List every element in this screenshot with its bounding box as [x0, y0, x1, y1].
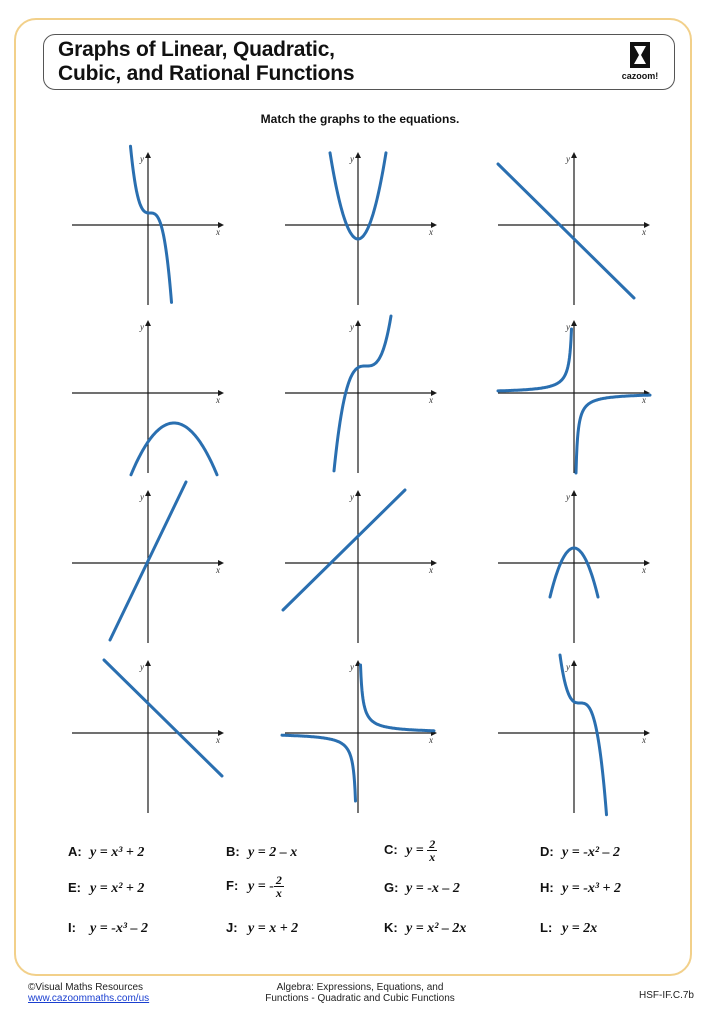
standard-code: HSF-IF.C.7b [638, 990, 694, 1001]
graph-4 [70, 318, 230, 473]
equation-i: I: y = -x³ – 2 [68, 920, 149, 936]
equation-a: A: y = x³ + 2 [68, 844, 145, 860]
y-axis-label: y [140, 492, 144, 502]
x-axis-label: x [642, 735, 646, 745]
x-axis-label: x [429, 565, 433, 575]
axis-arrows [145, 320, 224, 396]
curve [131, 146, 172, 302]
curve [283, 490, 405, 610]
x-axis-label: x [642, 227, 646, 237]
equation-l: L: y = 2x [540, 920, 598, 936]
equation-g: G: y = -x – 2 [384, 880, 460, 896]
y-axis-label: y [350, 154, 354, 164]
curve [131, 423, 217, 475]
y-axis-label: y [140, 322, 144, 332]
y-axis-label: y [350, 492, 354, 502]
graph-10 [70, 658, 230, 813]
y-axis-label: y [140, 154, 144, 164]
graph-2 [283, 150, 443, 305]
cazoom-logo [614, 40, 666, 86]
y-axis-label: y [566, 322, 570, 332]
axis-arrows [355, 320, 437, 396]
axes [498, 154, 648, 305]
graph-6 [496, 318, 656, 473]
x-axis-label: x [429, 227, 433, 237]
axes [72, 492, 222, 643]
y-axis-label: y [566, 154, 570, 164]
page-title [58, 38, 354, 86]
graph-8 [283, 488, 443, 643]
curve-branch-1 [282, 735, 356, 801]
y-axis-label: y [350, 322, 354, 332]
graph-9 [496, 488, 656, 643]
instructions: Match the graphs to the equations. [260, 112, 460, 126]
x-axis-label: x [429, 395, 433, 405]
curve [560, 655, 607, 815]
equation-h: H: y = -x³ + 2 [540, 880, 622, 896]
x-axis-label: x [216, 565, 220, 575]
graph-11 [283, 658, 443, 813]
equation-c: C: y = $\frac{2}{x}$ [384, 837, 436, 864]
copyright: ©Visual Maths Resources [28, 982, 144, 993]
topic-line-2: Functions - Quadratic and Cubic Functions [265, 993, 455, 1004]
equation-f: F: y = - $\frac{2}{x}$ [226, 873, 282, 900]
curve [104, 660, 222, 776]
y-axis-label: y [350, 662, 354, 672]
x-axis-label: x [642, 395, 646, 405]
graph-3 [496, 150, 656, 305]
axes [498, 492, 648, 643]
axes [72, 322, 222, 473]
axis-arrows [145, 490, 224, 566]
axes [285, 154, 435, 305]
axis-arrows [571, 320, 650, 396]
equation-e: E: y = x² + 2 [68, 880, 145, 896]
x-axis-label: x [216, 395, 220, 405]
axes [285, 492, 435, 643]
graph-5 [283, 318, 443, 473]
topic-line-1: Algebra: Expressions, Equations, and [276, 982, 444, 993]
axis-arrows [355, 660, 437, 736]
fraction: $\frac{2}{x}$ [429, 837, 436, 864]
graph-1 [70, 150, 230, 305]
equation-d: D: y = -x² – 2 [540, 844, 621, 860]
graph-12 [496, 658, 656, 813]
x-axis-label: x [429, 735, 433, 745]
graph-7 [70, 488, 230, 643]
axes [72, 154, 222, 305]
x-axis-label: x [216, 735, 220, 745]
equation-j: J: y = x + 2 [226, 920, 299, 936]
equation-k: K: y = x² – 2x [384, 920, 467, 936]
y-axis-label: y [566, 492, 570, 502]
x-axis-label: x [642, 565, 646, 575]
axes [285, 322, 435, 473]
curve-branch-2 [361, 665, 435, 731]
axis-arrows [355, 152, 437, 228]
footer-topic [0, 982, 720, 1004]
axes [72, 662, 222, 813]
y-axis-label: y [140, 662, 144, 672]
hourglass-icon [614, 40, 666, 70]
axis-arrows [145, 660, 224, 736]
axis-arrows [571, 660, 650, 736]
y-axis-label: y [566, 662, 570, 672]
fraction: $\frac{2}{x}$ [275, 873, 282, 900]
title-line-2: Cubic, and Rational Functions [58, 62, 355, 85]
axes [498, 662, 648, 813]
curve [498, 164, 634, 298]
curve-branch-2 [576, 395, 650, 473]
title-line-1: Graphs of Linear, Quadratic, [58, 38, 335, 61]
curve-branch-1 [498, 329, 572, 391]
equation-b: B: y = 2 – x [226, 844, 298, 860]
website-link[interactable]: www.cazoommaths.com/us [28, 993, 150, 1004]
x-axis-label: x [216, 227, 220, 237]
logo-text: cazoom! [621, 71, 659, 81]
axis-arrows [571, 152, 650, 228]
